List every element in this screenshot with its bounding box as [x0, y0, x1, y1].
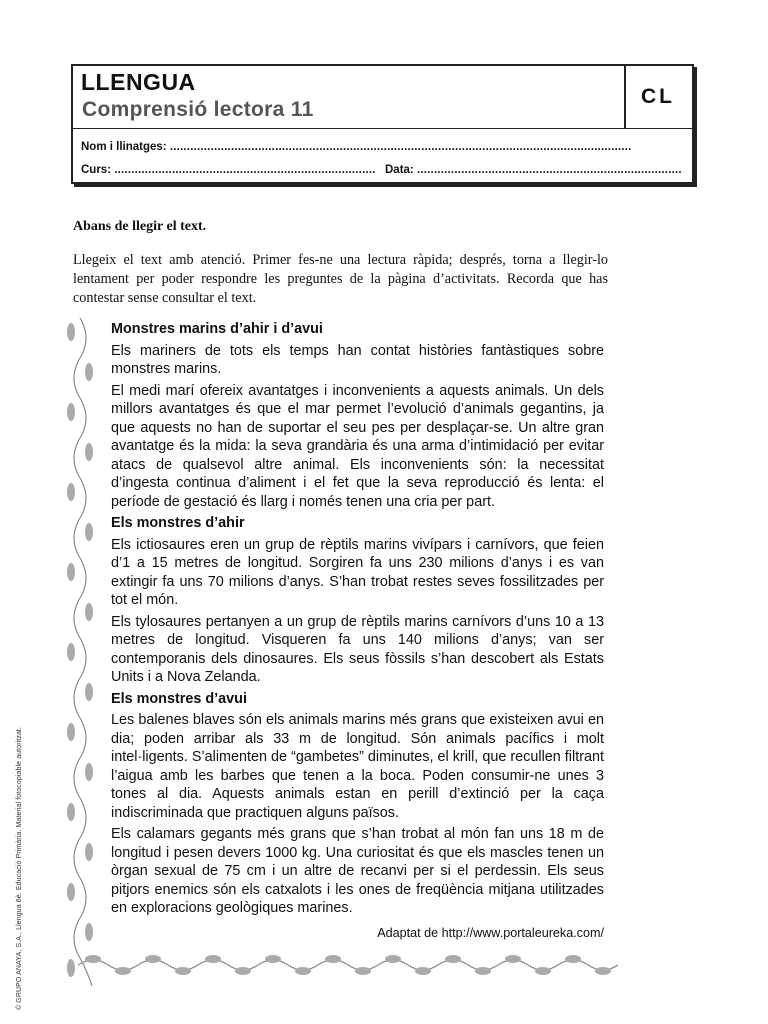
- intro-text: Llegeix el text amb atenció. Primer fes-ne una lectura ràpida; després, torna a llegir-lo lentament per poder respondre les preguntes de la pàgina d’activitats. Recorda que has contestar sense consultar el text.: [73, 252, 608, 306]
- section-heading-yesterday: Els monstres d’ahir: [111, 515, 245, 531]
- date-line: ..............................................................................: [416, 164, 682, 176]
- name-line: ........................................................................................................................................: [169, 141, 632, 153]
- reading-article: [111, 320, 604, 942]
- article-paragraph: Els mariners de tots els temps han contat històries fantàstiques sobre monstres marins.: [111, 342, 604, 377]
- vine-ornament-bottom: [78, 950, 618, 980]
- section-heading-today: Els monstres d’avui: [111, 690, 247, 707]
- title-area: [73, 66, 626, 129]
- name-field: [81, 141, 632, 153]
- article-paragraph: Les balenes blaves són els animals marins més grans que existeixen avui en dia; poden arribar als 33 m de longitud. Són animals pacífics i molt intel·ligents. S’alimenten de “gambetes” diminutes, el krill, que recullen filtrant l’aigua amb les barbes que tenen a la boca. Poden consumir-ne unes 3 tones al dia. Aquests animals estan en perill d’extinció per la caça indiscriminada que practiquen alguns països.: [111, 712, 604, 821]
- article-paragraph: Els ictiosaures eren un grup de rèptils marins vivípars i carnívors, que feien d’1 a 15 metres de longitud. Sorgiren fa uns 230 milions d’anys i es van extingir fa uns 70 milions d’anys. S’han trobat restes seves fossilitzades per tot el món.: [111, 536, 604, 608]
- date-field: [385, 164, 682, 176]
- course-line: .............................................................................: [114, 164, 376, 176]
- date-label: Data:: [385, 164, 414, 176]
- worksheet-header: [71, 64, 694, 184]
- article-paragraph: El medi marí ofereix avantatges i inconvenients a aquests animals. Un dels millors avantatges és que el mar permet l’evolució d’animals gegantins, ja que aquests no han de suportar el seu pes per desplaçar-se. Un altre gran avantatge és la mida: la seva grandària és una arma d’intimidació per evitar atacs de qualsevol altre animal. Els inconvenients són: la necessitat d’ingesta continua d’aliment i el fet que la seva reproducció és lenta: el període de gestació és llarg i només tenen una cria per part.: [111, 382, 604, 510]
- article-title: Monstres marins d’ahir i d’avui: [111, 321, 323, 337]
- copyright-notice: © GRUPO ANAYA, S.A., Llengua 6è. Educació Primària. Material fotocopiable autoritzat.: [16, 726, 23, 1010]
- source-credit: Adaptat de http://www.portaleureka.com/: [377, 925, 604, 940]
- article-paragraph: Els tylosaures pertanyen a un grup de rèptils marins carnívors d’uns 10 a 13 metres de longitud. Visqueren fa uns 140 milions d’anys; van ser contemporanis dels dinosaures. Els seus fòssils s’han descobert als Estats Units i a Nova Zelanda.: [111, 613, 604, 685]
- worksheet-subtitle: Comprensió lectora 11: [82, 98, 314, 121]
- subject-title: LLENGUA: [81, 69, 196, 95]
- course-label: Curs:: [81, 164, 112, 176]
- article-paragraph: Els calamars gegants més grans que s’han trobat al món fan uns 18 m de longitud i pesen devers 1000 kg. Una curiositat és que els mascles tenen un òrgan sexual de 75 cm i un altre de recanvi per si el perdessin. Els seus pitjors enemics són els catxalots i les ones de freqüència mitjana utilitzades en exploracions geològiques marines.: [111, 826, 604, 916]
- intro-title: Abans de llegir el text.: [73, 219, 207, 234]
- vine-ornament-left: [62, 318, 98, 986]
- name-label: Nom i llinatges:: [81, 141, 167, 153]
- course-field: [81, 164, 376, 176]
- code-area: [624, 66, 692, 129]
- worksheet-code: CL: [641, 85, 675, 108]
